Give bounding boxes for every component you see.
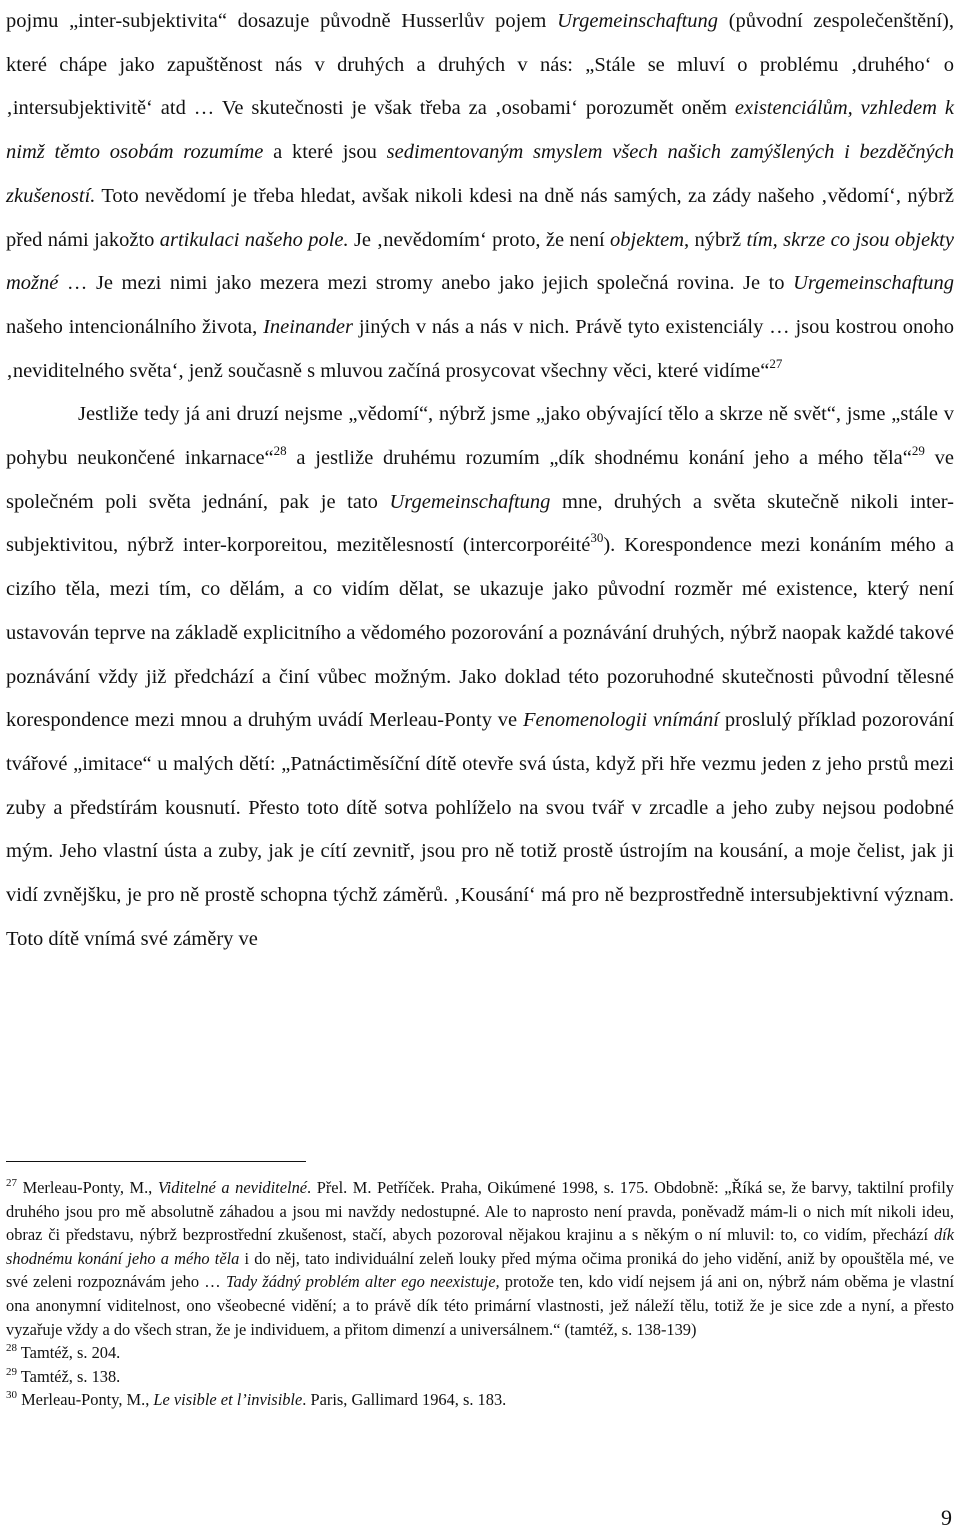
text-run: i do něj, tato individuální zeleň louky před mýma očima proniká do jeho vidění, aniž by opouštěla mé, ve své zeleni rozpoznávám jeho … <box>6 1248 955 1292</box>
italic-text: Le visible et l’invisible <box>153 1390 303 1410</box>
text-run: Merleau-Ponty, M., <box>17 1390 154 1410</box>
footnote-reference: 30 <box>590 530 604 546</box>
text-run: a jestliže druhému rozumím „dík shodnému konání jeho a mého těla“ <box>286 447 912 470</box>
footnote <box>6 1176 954 1341</box>
footnote-reference: 28 <box>6 1342 17 1355</box>
italic-text: artikulaci našeho pole. <box>159 228 349 251</box>
footnote-reference: 29 <box>911 443 925 459</box>
footnote <box>6 1341 954 1365</box>
text-run: mne, druhých a světa skutečně nikoli inter-subjektivitou, nýbrž inter-korporeitou, mezitělesností (intercorporéité <box>6 490 955 557</box>
footnotes <box>6 1176 954 1412</box>
italic-text: Urgemeinschaftung <box>389 490 551 513</box>
text-run: … Je mezi nimi jako mezera mezi stromy anebo jako jejich společná rovina. Je to <box>58 272 794 295</box>
text-run: . Přel. M. Petříček. Praha, Oikúmené 1998, s. 175. Obdobně: „Říká se, že barvy, taktilní profily druhého jsou pro mě absolutně záhadou a jsou mi navždy nedostupné. Ale to naprosto není pravda, poněvadž mám-li o nich mít nikoli ideu, obraz či představu, nýbrž bezprostřední zkušenost, stačí, abych pozoroval nějakou krajinu a s někým o ní mluvil: to, co vidím, přechází <box>6 1178 954 1245</box>
text-run: a které jsou <box>263 141 387 164</box>
text-run: proslulý příklad pozorování tvářové „imitace“ u malých dětí: „Patnáctiměsíční dítě otevře svá ústa, když při hře vezmu jeden z jeho prstů mezi zuby a předstírám kousnutí. Přesto toto dítě sotva pohlíželo na svou tvář v zrcadle a jeho zuby nejsou podobné mým. Jeho vlastní ústa a zuby, jak je cítí zevnitř, jsou pro ně totiž prostě ústrojím na kousání, a moje čelist, jak ji vidí zvnějšku, je pro ně prostě schopna týchž záměrů. ‚Kousání‘ má pro ně bezprostředně intersubjektivní význam. Toto dítě vnímá své záměry ve <box>6 709 955 950</box>
text-run: Tamtéž, s. 138. <box>17 1366 121 1386</box>
italic-text: sedimentovaným smyslem všech našich zamýšlených i bezděčných zkušeností. <box>6 141 954 207</box>
footnote-separator <box>6 1161 306 1162</box>
footnote-reference: 30 <box>6 1389 17 1402</box>
page-number: 9 <box>941 1505 952 1530</box>
footnote-reference: 29 <box>6 1365 17 1378</box>
italic-text: tím, skrze co jsou objekty možné <box>6 228 954 295</box>
italic-text: Fenomenologii vnímání <box>522 709 719 732</box>
text-run: Tamtéž, s. 204. <box>17 1343 121 1363</box>
text-run: , nýbrž <box>684 228 747 251</box>
body-paragraph <box>6 393 954 961</box>
text-run: jiných v nás a nás v nich. Právě tyto existenciály … jsou kostrou onoho ‚neviditelného světa‘, jenž současně s mluvou začíná prosycovat všechny věci, které vidíme“ <box>6 315 954 382</box>
italic-text: Urgemeinschaftung <box>793 272 954 295</box>
body-paragraph <box>6 0 954 393</box>
italic-text: Ineinander <box>263 315 354 338</box>
text-run: ve společném poli světa jednání, pak je tato <box>6 447 954 513</box>
text-run: protože ten, kdo vidí nejsem já ani on, nýbrž nám oběma je vlastní ona anonymní viditelnost, ono všeobecné vidění; a to právě dík této primární vlastnosti, jež náleží tělu, totiž že je sice zde a nyní, a přesto vyzařuje vždy a do všech stran, že je individuem, a přitom dimenzí a universálnem.“ (tamtéž, s. 138-139) <box>6 1272 955 1339</box>
italic-text: objektem <box>610 228 685 251</box>
body-text <box>6 0 954 961</box>
text-run: pojmu „inter-subjektivita“ dosazuje původně Husserlův pojem <box>6 10 558 32</box>
italic-text: dík shodnému konání jeho a mého těla <box>6 1225 954 1268</box>
italic-text: existenciálům, vzhledem k nimž těmto osobám rozumíme <box>6 97 954 164</box>
text-run: Merleau-Ponty, M., <box>17 1178 158 1197</box>
text-run: Je ‚nevědomím‘ proto, že není <box>348 228 611 251</box>
text-run: Jestliže tedy já ani druzí nejsme „vědomí“, nýbrž jsme „jako obývající tělo a skrze ně svět“, jsme „stále v pohybu neukončené inkarnace“ <box>6 403 954 470</box>
footnote <box>6 1388 954 1412</box>
text-run: našeho intencionálního života, <box>6 315 264 338</box>
italic-text: Urgemeinschaftung <box>557 10 719 32</box>
text-run: ). Korespondence mezi konáním mého a cizího těla, mezi tím, co dělám, a co vidím dělat, se ukazuje jako původní rozměr mé existence, který není ustavován teprve na základě explicitního a vědomého pozorování a poznávání druhých, nýbrž naopak každé takové poznávání vždy již předchází a činí vůbec možným. Jako doklad této pozoruhodné skutečnosti původní tělesné korespondence mezi mnou a druhým uvádí Merleau-Ponty ve <box>6 534 954 732</box>
italic-text: Tady žádný problém alter ego neexistuje, <box>225 1272 500 1292</box>
footnote-reference: 28 <box>273 443 287 459</box>
text-run: (původní zespolečenštění), které chápe jako zapuštěnost nás v druhých a druhých v nás: „Stále se mluví o problému ‚druhého‘ o ‚intersubjektivitě‘ atd … Ve skutečnosti je však třeba za ‚osobami‘ porozumět oněm <box>6 10 955 120</box>
italic-text: Viditelné a neviditelné <box>157 1178 308 1197</box>
text-run: Toto nevědomí je třeba hledat, avšak nikoli kdesi na dně nás samých, za zády našeho ‚vědomí‘, nýbrž před námi jakožto <box>6 184 954 251</box>
footnote-reference: 27 <box>6 1177 17 1189</box>
footnote <box>6 1365 954 1389</box>
text-run: . Paris, Gallimard 1964, s. 183. <box>302 1390 507 1410</box>
footnote-reference: 27 <box>769 355 783 371</box>
